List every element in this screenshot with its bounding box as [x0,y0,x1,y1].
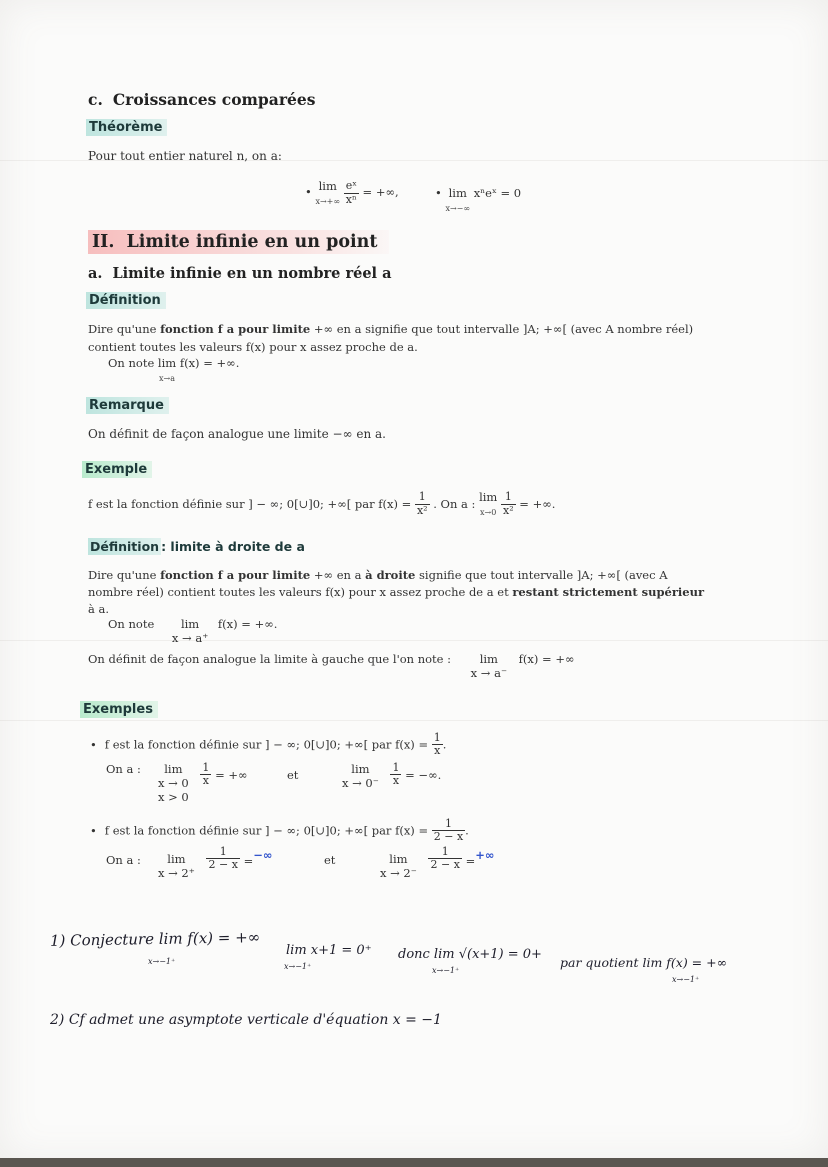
definition-droite-line-3: à a. [88,602,110,616]
lim-word: lim [351,762,370,776]
equals-sign: = [465,854,476,868]
section-a-title: Limite infinie en un nombre réel a [112,265,392,282]
section-II-heading [88,230,389,254]
fraction [200,762,211,787]
handwritten-conjecture: 1) Conjecture lim f(x) = +∞ [49,928,261,950]
text: f est la fonction définie sur ] − ∞; 0[∪]0; +∞[ par f(x) = [104,737,429,752]
section-II-number: II. [92,232,115,252]
definition-droite-note [108,617,277,645]
exemple-1-limit-2 [342,762,441,790]
text: f(x) = +∞. [179,356,240,370]
bullet-icon: • [90,737,97,752]
remarque-text: On définit de façon analogue une limite −∞ en a. [88,427,386,441]
exemple-2-limit-2 [380,846,494,880]
lim-subscript: x → 2⁻ [380,866,417,880]
lim-subscript: x→−∞ [445,204,471,213]
section-c-number: c. [88,90,103,109]
handwritten-subscript: x→−1⁺ [432,966,460,975]
fraction [344,180,359,205]
lim-subscript: x → 2⁺ [158,866,195,880]
text: On définit de façon analogue la limite à gauche que l'on note : [88,652,451,666]
et-word: et [324,853,336,867]
fraction-denominator: 2 − x [433,830,464,844]
lim-word: lim [164,762,183,776]
text: Dire qu'une [88,568,161,582]
exemple-1-ona: On a : [106,762,141,776]
handwritten-subscript: x→−1⁺ [148,957,176,966]
tag-highlight: Définition [90,539,160,554]
lim-word: lim [389,852,408,866]
lim-subscript: x→+∞ [315,197,341,206]
theoreme-limit-2 [435,186,521,214]
exemple-line [88,490,555,518]
fraction-denominator: x² [416,503,428,517]
section-c-heading [88,90,315,109]
exemple-2-statement: • f est la fonction définie sur ] − ∞; 0[∪]0; +∞[ par f(x) = $\frac{1}{2 - x}$ . [90,817,469,844]
tag-rest: : limite à droite de a [161,539,305,554]
text: +∞ en a signifie que tout intervalle ]A; +∞[ (avec A nombre réel) [310,322,694,336]
handwritten-quotient: par quotient lim f(x) = +∞ [560,955,728,970]
lim-subscript: x > 0 [158,790,189,804]
fraction-denominator: x [202,774,210,788]
exemples-tag: Exemples [80,701,158,718]
section-a-heading [88,265,392,282]
limit-result: = −∞. [405,768,442,782]
text: f(x) = +∞ [518,652,575,666]
fraction [432,732,443,757]
exemple-1-limit-1 [158,762,248,804]
lim-word: lim [479,490,498,504]
theoreme-intro: Pour tout entier naturel n, on a: [88,149,282,163]
text: = +∞. [519,497,556,511]
lim-word: lim [180,617,200,631]
theoreme-limit-1 [305,179,399,207]
fraction-numerator: eˣ [345,179,357,193]
bold-text: fonction f a pour limite [160,568,311,582]
definition-line-2: contient toutes les valeurs f(x) pour x assez proche de a. [88,340,418,354]
definition-tag: Définition [86,292,166,309]
exemple-tag: Exemple [82,461,152,478]
definition-droite-line-2 [88,585,704,599]
fraction [501,491,516,516]
fraction [390,762,401,787]
bullet-icon: • [435,186,442,200]
limit-expression: xⁿeˣ = 0 [473,186,522,200]
bullet-icon: • [90,823,97,838]
text: signifie que tout intervalle ]A; +∞[ (avec A [415,568,668,582]
text: On note [108,356,158,370]
theoreme-tag: Théorème [86,119,167,136]
lim-subscript: x → a⁻ [470,666,508,680]
lim-subscript: x→0 [480,508,497,517]
section-II-title: Limite infinie en un point [126,232,378,252]
definition-droite-tag [88,538,310,555]
exemple-1-statement: • f est la fonction définie sur ] − ∞; 0[∪]0; +∞[ par f(x) = $\frac{1}{x}$ . [90,731,447,758]
fraction-denominator: x² [503,503,514,517]
lim-subscript: x→a [159,374,176,383]
text: f(x) = +∞. [217,617,278,631]
lim-subscript: x → a⁺ [171,631,209,645]
fraction-denominator: xⁿ [345,192,357,206]
fraction-denominator: 2 − x [208,858,238,872]
handwritten-subscript: x→−1⁺ [284,962,312,971]
definition-note [108,356,239,384]
definition-line-1 [88,322,693,336]
et-word: et [287,768,299,782]
bold-text: fonction f a pour limite [160,322,311,336]
text: Dire qu'une [88,322,161,336]
fraction-denominator: 2 − x [430,858,460,872]
fraction [415,491,430,516]
exemple-2-limit-1 [158,846,272,880]
text: nombre réel) contient toutes les valeurs f(x) pour x assez proche de a et [88,585,513,599]
bullet-icon: • [305,185,312,199]
fraction [206,846,239,871]
handwritten-answer: +∞ [475,848,495,862]
text: On note [108,617,155,631]
exemple-2-ona: On a : [106,853,141,867]
handwritten-asymptote: 2) Cf admet une asymptote verticale d'équation x = −1 [50,1012,442,1028]
equals-sign: = [243,854,254,868]
section-a-number: a. [88,265,103,282]
bold-text: restant strictement supérieur [512,585,705,599]
definition-droite-line-1 [88,568,668,582]
limit-result: = +∞, [362,185,399,199]
lim-word: lim [479,652,498,666]
handwritten-limit-x-plus-1: lim x+1 = 0⁺ [286,943,372,958]
fraction [428,846,461,871]
limit-result: = +∞ [215,768,248,782]
remarque-tag: Remarque [86,397,169,414]
fraction-numerator: 1 [202,761,210,774]
lim-word: lim [318,179,337,193]
fraction-numerator: 1 [415,491,430,504]
bold-text: à droite [365,568,416,582]
text: . On a : [433,497,476,511]
fraction-denominator: x [434,744,441,758]
fraction-numerator: 1 [501,491,516,504]
lim-word: lim [167,852,186,866]
fraction-numerator: 1 [428,846,461,859]
handwritten-answer: −∞ [253,848,273,862]
fraction-numerator: 1 [433,731,441,744]
fraction [432,818,465,843]
lim-subscript: x → 0⁻ [342,776,379,790]
fraction-denominator: x [392,774,400,788]
text: +∞ en a [310,568,366,582]
section-c-title: Croissances comparées [112,90,316,109]
fraction-numerator: 1 [392,761,400,774]
fraction-numerator: 1 [432,818,465,831]
lim-word: lim [157,356,177,370]
text: f est la fonction définie sur ] − ∞; 0[∪]0; +∞[ par f(x) = [88,497,412,511]
handwritten-limit-sqrt: donc lim √(x+1) = 0+ [398,947,542,962]
table-edge [0,1158,828,1167]
limite-gauche-line [88,652,575,680]
lim-word: lim [448,186,467,200]
fraction-numerator: 1 [206,846,239,859]
handwritten-subscript: x→−1⁺ [672,975,700,984]
text: f est la fonction définie sur ] − ∞; 0[∪]0; +∞[ par f(x) = [104,823,429,838]
lim-subscript: x → 0 [158,776,189,790]
